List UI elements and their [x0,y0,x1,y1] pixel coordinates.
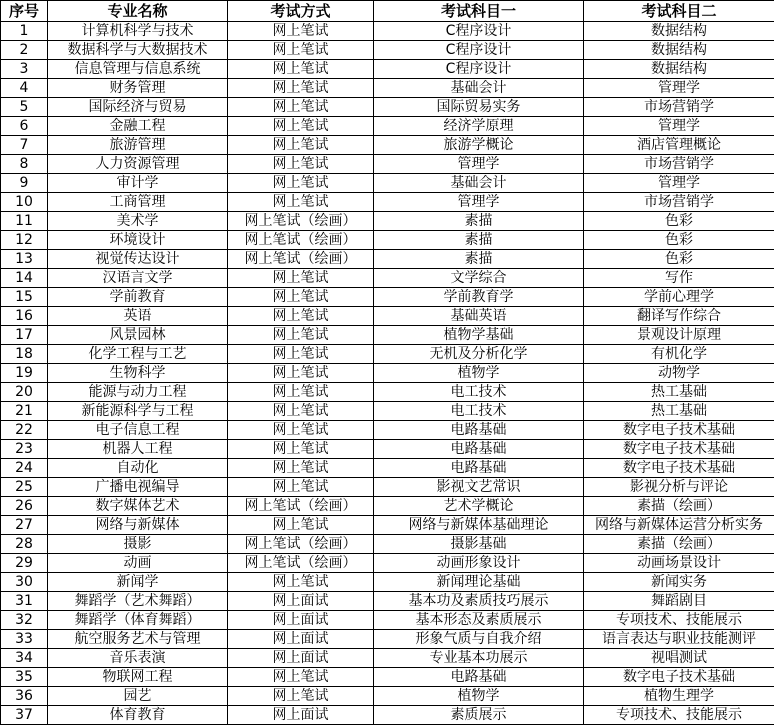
row-index-cell: 16 [1,307,48,326]
exam-method-cell: 网上面试 [228,630,374,649]
major-name-cell: 广播电视编导 [48,478,228,497]
table-row [1,649,774,668]
subject-one-cell: 基础会计 [374,79,584,98]
subject-one-cell: 艺术学概论 [374,497,584,516]
subject-two-cell: 新闻实务 [584,573,774,592]
table-row [1,212,774,231]
row-index-cell: 27 [1,516,48,535]
row-index-cell: 11 [1,212,48,231]
subject-two-cell: 数字电子技术基础 [584,668,774,687]
exam-method-cell: 网上笔试 [228,516,374,535]
subject-two-cell: 热工基础 [584,402,774,421]
subject-two-cell: 动物学 [584,364,774,383]
exam-method-cell: 网上笔试 [228,440,374,459]
subject-one-cell: 电工技术 [374,383,584,402]
table-row [1,326,774,345]
row-index-cell: 8 [1,155,48,174]
row-index-cell: 13 [1,250,48,269]
table-row [1,22,774,41]
subject-two-cell: 网络与新媒体运营分析实务 [584,516,774,535]
exam-method-cell: 网上笔试（绘画） [228,231,374,250]
table-row [1,288,774,307]
subject-two-cell: 数字电子技术基础 [584,440,774,459]
major-name-cell: 人力资源管理 [48,155,228,174]
subject-one-cell: 电路基础 [374,459,584,478]
row-index-cell: 14 [1,269,48,288]
exam-method-cell: 网上笔试 [228,117,374,136]
table-row [1,478,774,497]
exam-method-cell: 网上面试 [228,611,374,630]
row-index-cell: 36 [1,687,48,706]
row-index-cell: 4 [1,79,48,98]
exam-method-cell: 网上笔试 [228,22,374,41]
exam-method-cell: 网上笔试 [228,573,374,592]
major-name-cell: 园艺 [48,687,228,706]
subject-two-cell: 写作 [584,269,774,288]
row-index-cell: 26 [1,497,48,516]
major-name-cell: 学前教育 [48,288,228,307]
exam-method-cell: 网上面试 [228,649,374,668]
subject-two-cell: 色彩 [584,231,774,250]
subject-one-cell: 国际贸易实务 [374,98,584,117]
major-name-cell: 财务管理 [48,79,228,98]
major-name-cell: 电子信息工程 [48,421,228,440]
header-index: 序号 [1,1,48,22]
subject-one-cell: 管理学 [374,193,584,212]
subject-one-cell: 电路基础 [374,421,584,440]
row-index-cell: 21 [1,402,48,421]
subject-one-cell: C程序设计 [374,60,584,79]
row-index-cell: 7 [1,136,48,155]
subject-two-cell: 景观设计原理 [584,326,774,345]
subject-two-cell: 影视分析与评论 [584,478,774,497]
subject-two-cell: 素描（绘画） [584,535,774,554]
row-index-cell: 1 [1,22,48,41]
exam-method-cell: 网上笔试（绘画） [228,212,374,231]
major-name-cell: 音乐表演 [48,649,228,668]
table-row [1,193,774,212]
row-index-cell: 31 [1,592,48,611]
row-index-cell: 10 [1,193,48,212]
row-index-cell: 2 [1,41,48,60]
table-row [1,668,774,687]
header-row [1,1,774,22]
major-name-cell: 金融工程 [48,117,228,136]
row-index-cell: 17 [1,326,48,345]
table-row [1,136,774,155]
subject-one-cell: 电工技术 [374,402,584,421]
subject-two-cell: 管理学 [584,174,774,193]
major-name-cell: 旅游管理 [48,136,228,155]
subject-one-cell: 素质展示 [374,706,584,725]
major-name-cell: 英语 [48,307,228,326]
row-index-cell: 18 [1,345,48,364]
table-row [1,630,774,649]
major-name-cell: 计算机科学与技术 [48,22,228,41]
subject-two-cell: 学前心理学 [584,288,774,307]
row-index-cell: 15 [1,288,48,307]
header-subject-one: 考试科目一 [374,1,584,22]
subject-one-cell: 管理学 [374,155,584,174]
row-index-cell: 6 [1,117,48,136]
header-subject-two: 考试科目二 [584,1,774,22]
exam-method-cell: 网上笔试（绘画） [228,535,374,554]
table-row [1,174,774,193]
exam-method-cell: 网上面试 [228,706,374,725]
exam-method-cell: 网上笔试 [228,288,374,307]
table-row [1,60,774,79]
subject-two-cell: 数字电子技术基础 [584,421,774,440]
subject-one-cell: 基础英语 [374,307,584,326]
row-index-cell: 20 [1,383,48,402]
subject-one-cell: 新闻理论基础 [374,573,584,592]
major-name-cell: 网络与新媒体 [48,516,228,535]
exam-method-cell: 网上笔试 [228,402,374,421]
subject-two-cell: 市场营销学 [584,155,774,174]
subject-two-cell: 语言表达与职业技能测评 [584,630,774,649]
subject-one-cell: 素描 [374,212,584,231]
exam-method-cell: 网上笔试 [228,79,374,98]
subject-two-cell: 管理学 [584,117,774,136]
subject-one-cell: 植物学基础 [374,326,584,345]
table-row [1,41,774,60]
major-name-cell: 环境设计 [48,231,228,250]
table-row [1,231,774,250]
exam-method-cell: 网上笔试 [228,326,374,345]
subject-two-cell: 市场营销学 [584,98,774,117]
subject-two-cell: 管理学 [584,79,774,98]
subject-one-cell: 电路基础 [374,668,584,687]
exam-method-cell: 网上笔试 [228,41,374,60]
table-row [1,307,774,326]
row-index-cell: 23 [1,440,48,459]
subject-one-cell: 基本形态及素质展示 [374,611,584,630]
subject-one-cell: 摄影基础 [374,535,584,554]
major-name-cell: 数字媒体艺术 [48,497,228,516]
table-row [1,345,774,364]
table-body [1,22,774,725]
row-index-cell: 28 [1,535,48,554]
subject-one-cell: 动画形象设计 [374,554,584,573]
subject-one-cell: 素描 [374,250,584,269]
table-header [1,1,774,22]
major-name-cell: 汉语言文学 [48,269,228,288]
exam-method-cell: 网上笔试（绘画） [228,497,374,516]
exam-method-cell: 网上面试 [228,592,374,611]
table-row [1,117,774,136]
major-name-cell: 化学工程与工艺 [48,345,228,364]
header-major-name: 专业名称 [48,1,228,22]
table-row [1,535,774,554]
table-row [1,592,774,611]
major-name-cell: 工商管理 [48,193,228,212]
subject-one-cell: 植物学 [374,364,584,383]
table-row [1,573,774,592]
exam-method-cell: 网上笔试 [228,193,374,212]
exam-method-cell: 网上笔试 [228,307,374,326]
major-name-cell: 新闻学 [48,573,228,592]
subject-two-cell: 市场营销学 [584,193,774,212]
subject-one-cell: 旅游学概论 [374,136,584,155]
exam-method-cell: 网上笔试 [228,421,374,440]
table-row [1,497,774,516]
subject-one-cell: 基本功及素质技巧展示 [374,592,584,611]
row-index-cell: 19 [1,364,48,383]
subject-two-cell: 酒店管理概论 [584,136,774,155]
table-row [1,155,774,174]
exam-method-cell: 网上笔试 [228,383,374,402]
major-name-cell: 新能源科学与工程 [48,402,228,421]
row-index-cell: 30 [1,573,48,592]
subject-two-cell: 专项技术、技能展示 [584,611,774,630]
exam-method-cell: 网上笔试 [228,155,374,174]
table-row [1,250,774,269]
major-name-cell: 美术学 [48,212,228,231]
subject-one-cell: 学前教育学 [374,288,584,307]
subject-two-cell: 数字电子技术基础 [584,459,774,478]
subject-one-cell: 网络与新媒体基础理论 [374,516,584,535]
subject-one-cell: 素描 [374,231,584,250]
table-row [1,421,774,440]
exam-method-cell: 网上笔试 [228,98,374,117]
row-index-cell: 32 [1,611,48,630]
subject-one-cell: 文学综合 [374,269,584,288]
table-row [1,364,774,383]
major-name-cell: 数据科学与大数据技术 [48,41,228,60]
row-index-cell: 34 [1,649,48,668]
subject-one-cell: 专业基本功展示 [374,649,584,668]
table-row [1,459,774,478]
row-index-cell: 5 [1,98,48,117]
table-row [1,554,774,573]
table-row [1,98,774,117]
row-index-cell: 3 [1,60,48,79]
major-name-cell: 能源与动力工程 [48,383,228,402]
exam-method-cell: 网上笔试 [228,687,374,706]
subject-one-cell: C程序设计 [374,22,584,41]
subject-one-cell: 形象气质与自我介绍 [374,630,584,649]
exam-method-cell: 网上笔试 [228,364,374,383]
exam-method-cell: 网上笔试 [228,174,374,193]
subject-two-cell: 视唱测试 [584,649,774,668]
exam-method-cell: 网上笔试 [228,459,374,478]
row-index-cell: 24 [1,459,48,478]
major-name-cell: 物联网工程 [48,668,228,687]
subject-two-cell: 素描（绘画） [584,497,774,516]
table-row [1,687,774,706]
major-name-cell: 信息管理与信息系统 [48,60,228,79]
subject-one-cell: 无机及分析化学 [374,345,584,364]
row-index-cell: 35 [1,668,48,687]
exam-method-cell: 网上笔试（绘画） [228,250,374,269]
row-index-cell: 12 [1,231,48,250]
row-index-cell: 9 [1,174,48,193]
subject-one-cell: 电路基础 [374,440,584,459]
major-name-cell: 风景园林 [48,326,228,345]
major-name-cell: 摄影 [48,535,228,554]
subject-one-cell: 基础会计 [374,174,584,193]
header-exam-method: 考试方式 [228,1,374,22]
exam-method-cell: 网上笔试 [228,478,374,497]
row-index-cell: 22 [1,421,48,440]
major-name-cell: 体育教育 [48,706,228,725]
row-index-cell: 37 [1,706,48,725]
table-row [1,440,774,459]
exam-method-cell: 网上笔试 [228,668,374,687]
exam-method-cell: 网上笔试（绘画） [228,554,374,573]
subject-two-cell: 植物生理学 [584,687,774,706]
subject-two-cell: 数据结构 [584,22,774,41]
table-row [1,269,774,288]
subject-two-cell: 色彩 [584,250,774,269]
major-name-cell: 舞蹈学（体育舞蹈） [48,611,228,630]
exam-method-cell: 网上笔试 [228,60,374,79]
table-row [1,706,774,725]
subject-two-cell: 专项技术、技能展示 [584,706,774,725]
subject-one-cell: 植物学 [374,687,584,706]
row-index-cell: 33 [1,630,48,649]
table-row [1,516,774,535]
table-row [1,383,774,402]
subject-one-cell: C程序设计 [374,41,584,60]
subject-two-cell: 数据结构 [584,60,774,79]
subject-two-cell: 有机化学 [584,345,774,364]
subject-one-cell: 经济学原理 [374,117,584,136]
major-name-cell: 审计学 [48,174,228,193]
subject-two-cell: 动画场景设计 [584,554,774,573]
row-index-cell: 25 [1,478,48,497]
major-name-cell: 生物科学 [48,364,228,383]
major-name-cell: 机器人工程 [48,440,228,459]
subject-one-cell: 影视文艺常识 [374,478,584,497]
row-index-cell: 29 [1,554,48,573]
exam-method-cell: 网上笔试 [228,136,374,155]
major-name-cell: 动画 [48,554,228,573]
subject-two-cell: 数据结构 [584,41,774,60]
major-name-cell: 自动化 [48,459,228,478]
table-row [1,611,774,630]
exam-method-cell: 网上笔试 [228,345,374,364]
major-name-cell: 舞蹈学（艺术舞蹈） [48,592,228,611]
major-name-cell: 视觉传达设计 [48,250,228,269]
table-row [1,79,774,98]
subject-two-cell: 舞蹈剧目 [584,592,774,611]
major-name-cell: 航空服务艺术与管理 [48,630,228,649]
subject-two-cell: 翻译写作综合 [584,307,774,326]
subject-two-cell: 色彩 [584,212,774,231]
table-row [1,402,774,421]
major-name-cell: 国际经济与贸易 [48,98,228,117]
exam-method-cell: 网上笔试 [228,269,374,288]
subject-two-cell: 热工基础 [584,383,774,402]
